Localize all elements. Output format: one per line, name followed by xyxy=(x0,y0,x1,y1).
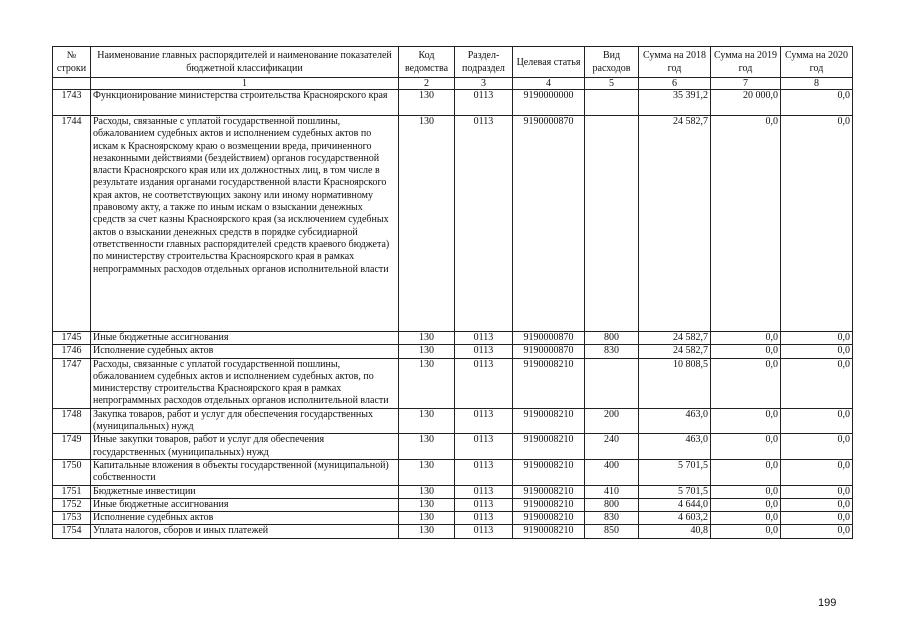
row-number: 1750 xyxy=(53,459,91,485)
row-name: Бюджетные инвестиции xyxy=(91,485,399,498)
row-expense-type xyxy=(585,90,639,116)
row-sum-2018: 463,0 xyxy=(639,434,711,460)
row-expense-type: 240 xyxy=(585,434,639,460)
column-index: 5 xyxy=(585,78,639,90)
row-number: 1744 xyxy=(53,116,91,332)
row-section: 0113 xyxy=(455,116,513,332)
row-sum-2019: 0,0 xyxy=(711,459,781,485)
row-number: 1752 xyxy=(53,498,91,511)
row-sum-2020: 0,0 xyxy=(781,525,853,538)
row-target-article: 9190000870 xyxy=(513,345,585,358)
row-department-code: 130 xyxy=(399,485,455,498)
row-sum-2018: 35 391,2 xyxy=(639,90,711,116)
table-row xyxy=(53,358,853,408)
header-sum-2020: Сумма на 2020 год xyxy=(781,47,853,78)
row-expense-type xyxy=(585,116,639,332)
row-number: 1747 xyxy=(53,358,91,408)
table-row xyxy=(53,459,853,485)
row-name: Закупка товаров, работ и услуг для обеспечения государственных (муниципальных) нужд xyxy=(91,408,399,434)
header-name: Наименование главных распорядителей и наименование показателей бюджетной классификации xyxy=(91,47,399,78)
row-expense-type: 800 xyxy=(585,498,639,511)
row-name: Капитальные вложения в объекты государственной (муниципальной) собственности xyxy=(91,459,399,485)
row-section: 0113 xyxy=(455,345,513,358)
row-name: Иные бюджетные ассигнования xyxy=(91,498,399,511)
column-index: 8 xyxy=(781,78,853,90)
row-sum-2020: 0,0 xyxy=(781,408,853,434)
row-target-article: 9190000870 xyxy=(513,116,585,332)
header-expense-type: Вид расходов xyxy=(585,47,639,78)
row-target-article: 9190008210 xyxy=(513,408,585,434)
row-number: 1751 xyxy=(53,485,91,498)
table-row xyxy=(53,90,853,116)
row-number: 1743 xyxy=(53,90,91,116)
row-expense-type: 830 xyxy=(585,512,639,525)
table-row xyxy=(53,434,853,460)
row-sum-2019: 0,0 xyxy=(711,345,781,358)
row-section: 0113 xyxy=(455,485,513,498)
row-section: 0113 xyxy=(455,90,513,116)
row-sum-2020: 0,0 xyxy=(781,485,853,498)
row-expense-type: 800 xyxy=(585,332,639,345)
row-target-article: 9190008210 xyxy=(513,485,585,498)
row-sum-2019: 0,0 xyxy=(711,332,781,345)
row-sum-2019: 0,0 xyxy=(711,498,781,511)
row-sum-2019: 0,0 xyxy=(711,512,781,525)
row-sum-2018: 10 808,5 xyxy=(639,358,711,408)
row-department-code: 130 xyxy=(399,498,455,511)
row-target-article: 9190008210 xyxy=(513,525,585,538)
row-number: 1754 xyxy=(53,525,91,538)
row-target-article: 9190000870 xyxy=(513,332,585,345)
row-sum-2020: 0,0 xyxy=(781,498,853,511)
table-row xyxy=(53,525,853,538)
row-department-code: 130 xyxy=(399,345,455,358)
header-target-article: Целевая статья xyxy=(513,47,585,78)
row-name: Расходы, связанные с уплатой государственной пошлины, обжалованием судебных актов и исполнением судебных актов по искам к Красноярскому краю о возмещении вреда, причиненного незаконными действиями (бездействием) органов государственной власти Красноярского края или их должностных лиц, в том числе в результате издания органами государственной власти Красноярского края актов, не соответствующих закону или иному нормативному правовому акту, а также по иным искам о взыскании денежных средств за счет казны Красноярского края (за исключением судебных актов о взыскании денежных средств в порядке субсидиарной ответственности главных распорядителей средств краевого бюджета) по министерству строительства Красноярского края в рамках непрограммных расходов отдельных органов исполнительной власти xyxy=(91,116,399,332)
row-sum-2018: 40,8 xyxy=(639,525,711,538)
table-row xyxy=(53,498,853,511)
header-sum-2019: Сумма на 2019 год xyxy=(711,47,781,78)
column-index: 6 xyxy=(639,78,711,90)
header-sum-2018: Сумма на 2018 год xyxy=(639,47,711,78)
page-number: 199 xyxy=(818,597,837,609)
row-name: Иные закупки товаров, работ и услуг для обеспечения государственных (муниципальных) нужд xyxy=(91,434,399,460)
row-department-code: 130 xyxy=(399,408,455,434)
column-index-row xyxy=(53,78,853,90)
row-name: Исполнение судебных актов xyxy=(91,345,399,358)
column-index xyxy=(53,78,91,90)
row-sum-2020: 0,0 xyxy=(781,512,853,525)
row-sum-2018: 5 701,5 xyxy=(639,459,711,485)
table-row xyxy=(53,345,853,358)
row-number: 1746 xyxy=(53,345,91,358)
row-department-code: 130 xyxy=(399,525,455,538)
budget-table xyxy=(52,46,853,539)
row-sum-2020: 0,0 xyxy=(781,116,853,332)
row-sum-2018: 24 582,7 xyxy=(639,345,711,358)
row-number: 1753 xyxy=(53,512,91,525)
row-name: Расходы, связанные с уплатой государственной пошлины, обжалованием судебных актов и исполнением судебных актов, по министерству строительства Красноярского края в рамках непрограммных расходов отдельных органов исполнительной власти xyxy=(91,358,399,408)
row-sum-2020: 0,0 xyxy=(781,434,853,460)
row-section: 0113 xyxy=(455,434,513,460)
row-expense-type: 850 xyxy=(585,525,639,538)
row-expense-type: 830 xyxy=(585,345,639,358)
row-target-article: 9190008210 xyxy=(513,459,585,485)
row-sum-2018: 24 582,7 xyxy=(639,116,711,332)
row-sum-2020: 0,0 xyxy=(781,90,853,116)
row-sum-2018: 463,0 xyxy=(639,408,711,434)
row-name: Иные бюджетные ассигнования xyxy=(91,332,399,345)
row-sum-2018: 5 701,5 xyxy=(639,485,711,498)
table-row xyxy=(53,485,853,498)
row-section: 0113 xyxy=(455,498,513,511)
row-sum-2019: 0,0 xyxy=(711,116,781,332)
row-name: Функционирование министерства строительства Красноярского края xyxy=(91,90,399,116)
table-row xyxy=(53,512,853,525)
row-department-code: 130 xyxy=(399,512,455,525)
row-sum-2018: 4 603,2 xyxy=(639,512,711,525)
table-row xyxy=(53,116,853,332)
column-index: 3 xyxy=(455,78,513,90)
row-expense-type xyxy=(585,358,639,408)
row-target-article: 9190008210 xyxy=(513,498,585,511)
row-sum-2020: 0,0 xyxy=(781,358,853,408)
row-number: 1745 xyxy=(53,332,91,345)
column-index: 4 xyxy=(513,78,585,90)
row-sum-2019: 0,0 xyxy=(711,525,781,538)
row-expense-type: 200 xyxy=(585,408,639,434)
row-department-code: 130 xyxy=(399,434,455,460)
row-sum-2018: 4 644,0 xyxy=(639,498,711,511)
row-department-code: 130 xyxy=(399,358,455,408)
column-index: 2 xyxy=(399,78,455,90)
row-sum-2019: 0,0 xyxy=(711,434,781,460)
column-index: 1 xyxy=(91,78,399,90)
row-number: 1749 xyxy=(53,434,91,460)
row-sum-2018: 24 582,7 xyxy=(639,332,711,345)
row-name: Исполнение судебных актов xyxy=(91,512,399,525)
row-sum-2020: 0,0 xyxy=(781,332,853,345)
row-name: Уплата налогов, сборов и иных платежей xyxy=(91,525,399,538)
row-section: 0113 xyxy=(455,525,513,538)
table-row xyxy=(53,408,853,434)
row-number: 1748 xyxy=(53,408,91,434)
row-sum-2019: 0,0 xyxy=(711,408,781,434)
header-department-code: Код ведомства xyxy=(399,47,455,78)
row-sum-2019: 0,0 xyxy=(711,485,781,498)
row-sum-2020: 0,0 xyxy=(781,459,853,485)
row-sum-2019: 0,0 xyxy=(711,358,781,408)
row-sum-2019: 20 000,0 xyxy=(711,90,781,116)
row-section: 0113 xyxy=(455,512,513,525)
row-section: 0113 xyxy=(455,358,513,408)
row-section: 0113 xyxy=(455,459,513,485)
row-target-article: 9190000000 xyxy=(513,90,585,116)
row-department-code: 130 xyxy=(399,116,455,332)
row-sum-2020: 0,0 xyxy=(781,345,853,358)
row-expense-type: 410 xyxy=(585,485,639,498)
row-target-article: 9190008210 xyxy=(513,434,585,460)
row-section: 0113 xyxy=(455,332,513,345)
row-department-code: 130 xyxy=(399,332,455,345)
row-department-code: 130 xyxy=(399,459,455,485)
header-row-number: № строки xyxy=(53,47,91,78)
row-section: 0113 xyxy=(455,408,513,434)
row-department-code: 130 xyxy=(399,90,455,116)
row-expense-type: 400 xyxy=(585,459,639,485)
table-header-row xyxy=(53,47,853,78)
row-target-article: 9190008210 xyxy=(513,358,585,408)
row-target-article: 9190008210 xyxy=(513,512,585,525)
header-section: Раздел-подраздел xyxy=(455,47,513,78)
column-index: 7 xyxy=(711,78,781,90)
table-row xyxy=(53,332,853,345)
